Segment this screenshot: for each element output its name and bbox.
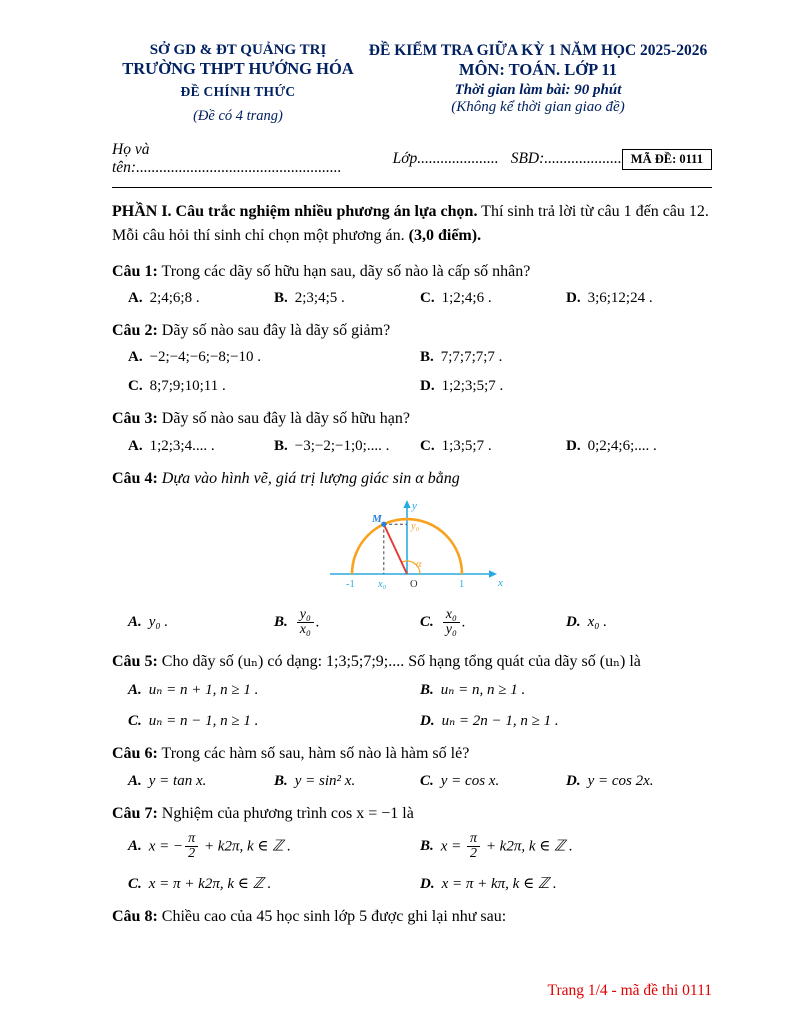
- option-text: y = cos 2x.: [587, 772, 654, 789]
- question-1-options: [112, 290, 712, 307]
- option-letter: A.: [128, 349, 143, 366]
- option-B: [420, 832, 712, 862]
- option-B: [274, 773, 420, 790]
- option-text: −2;−4;−6;−8;−10 .: [149, 349, 262, 366]
- fraction-denominator: y₀: [445, 622, 457, 638]
- label-x0: x₀: [378, 578, 387, 590]
- option-letter: C.: [420, 290, 435, 307]
- fraction: [443, 608, 460, 638]
- student-id-field: SBD:....................: [510, 150, 622, 167]
- school-name: TRƯỜNG THPT HƯỚNG HÓA: [122, 59, 354, 78]
- option-text: uₙ = n, n ≥ 1 .: [440, 682, 526, 699]
- question-6-options: [112, 773, 712, 790]
- part1-points: (3,0 điểm).: [408, 227, 482, 244]
- question-4: [112, 467, 712, 639]
- fraction: [297, 608, 314, 638]
- option-text: 8;7;9;10;11 .: [149, 378, 226, 395]
- option-letter: B.: [420, 682, 434, 699]
- label-y0: y₀: [411, 520, 420, 532]
- exam-code-badge: MÃ ĐỀ: 0111: [622, 149, 712, 170]
- question-label: Câu 4:: [112, 469, 158, 487]
- option-text: 2;3;4;5 .: [294, 290, 345, 307]
- student-class-field: Lớp.....................: [392, 150, 499, 167]
- radius-om-line: [384, 524, 407, 574]
- option-letter: C.: [128, 876, 142, 893]
- option-letter: A.: [128, 614, 142, 631]
- exam-duration-note: (Không kể thời gian giao đề): [451, 99, 625, 115]
- option-letter: D.: [566, 614, 581, 631]
- option-D: [566, 614, 712, 631]
- question-text: Nghiệm của phương trình cos x = −1 là: [161, 804, 414, 822]
- option-letter: C.: [420, 437, 435, 454]
- part1-title: PHẦN I. Câu trắc nghiệm nhiều phương án lựa chọn.: [112, 203, 478, 220]
- question-2: [112, 319, 712, 395]
- question-3-options: [112, 438, 712, 455]
- point-m-dot: [381, 521, 386, 526]
- option-prefix: x = −: [148, 838, 184, 855]
- label-y-axis: y: [412, 499, 417, 512]
- question-text: Dãy số nào sau đây là dãy số giảm?: [161, 322, 391, 340]
- option-letter: B.: [274, 290, 288, 307]
- fraction-numerator: x₀: [443, 608, 460, 624]
- option-letter: B.: [274, 772, 288, 789]
- option-prefix: x =: [440, 838, 466, 855]
- fraction-denominator: 2: [470, 846, 478, 862]
- question-label: Câu 2:: [112, 322, 158, 340]
- option-text: 1;2;3;4.... .: [149, 437, 215, 454]
- option-D: [420, 874, 712, 893]
- option-letter: D.: [420, 713, 435, 730]
- option-text: .: [315, 614, 320, 631]
- official-exam-label: ĐỀ CHÍNH THỨC: [180, 84, 296, 99]
- question-label: Câu 1:: [112, 263, 158, 280]
- fraction-numerator: π: [467, 832, 480, 848]
- label-alpha: α: [416, 558, 422, 570]
- department-name: SỞ GD & ĐT QUẢNG TRỊ: [149, 42, 327, 58]
- option-B: [420, 680, 712, 699]
- option-text: y = sin² x.: [294, 772, 356, 789]
- student-name-field: Họ và tên:.....................................................: [112, 141, 342, 176]
- fraction-numerator: y₀: [297, 608, 314, 624]
- y-axis-arrow-icon: [403, 500, 410, 508]
- option-text: 2;4;6;8 .: [149, 290, 200, 307]
- option-A: [128, 290, 274, 307]
- option-text: 3;6;12;24 .: [587, 290, 653, 307]
- question-1: [112, 260, 712, 307]
- option-text: .: [461, 614, 466, 631]
- question-2-options: [112, 349, 712, 395]
- option-text: x₀ .: [587, 614, 607, 631]
- option-text: 1;3;5;7 .: [441, 437, 492, 454]
- option-letter: B.: [274, 614, 288, 631]
- exam-title: ĐỀ KIỂM TRA GIỮA KỲ 1 NĂM HỌC 2025-2026: [368, 42, 708, 59]
- option-B: [420, 349, 712, 366]
- question-label: Câu 7:: [112, 804, 158, 822]
- question-label: Câu 6:: [112, 745, 158, 763]
- question-text: Dãy số nào sau đây là dãy số hữu hạn?: [161, 410, 410, 428]
- option-D: [420, 378, 712, 395]
- option-letter: D.: [566, 290, 581, 307]
- question-6: [112, 742, 712, 789]
- option-C: [420, 290, 566, 307]
- option-text: 1;2;3;5;7 .: [441, 378, 504, 395]
- option-D: [566, 438, 712, 455]
- option-D: [566, 773, 712, 790]
- option-letter: C.: [128, 378, 143, 395]
- label-one: 1: [459, 578, 465, 590]
- question-label: Câu 5:: [112, 653, 158, 671]
- question-text: Trong các hàm số sau, hàm số nào là hàm số lẻ?: [161, 745, 470, 763]
- option-letter: D.: [420, 378, 435, 395]
- question-label: Câu 3:: [112, 410, 158, 428]
- fraction: [467, 832, 480, 862]
- question-label: Câu 8:: [112, 908, 158, 926]
- option-text: uₙ = n + 1, n ≥ 1 .: [148, 682, 259, 699]
- page-count-note: (Đề có 4 trang): [193, 108, 283, 124]
- option-text: uₙ = n − 1, n ≥ 1 .: [148, 713, 259, 730]
- option-letter: A.: [128, 682, 142, 699]
- option-A: [128, 832, 420, 862]
- student-info-row: [112, 141, 712, 177]
- exam-duration: Thời gian làm bài: 90 phút: [454, 82, 622, 98]
- option-C: [420, 438, 566, 455]
- question-4-options: [112, 608, 712, 638]
- option-text: x = π + k2π, k ∈ ℤ .: [148, 876, 272, 893]
- label-neg-one: -1: [346, 578, 355, 590]
- option-letter: A.: [128, 290, 143, 307]
- option-letter: D.: [420, 876, 435, 893]
- page-footer: Trang 1/4 - mã đề thi 0111: [547, 982, 712, 999]
- option-text: x = π + kπ, k ∈ ℤ .: [441, 876, 557, 893]
- label-origin: O: [410, 578, 418, 590]
- option-letter: C.: [128, 713, 142, 730]
- option-text: −3;−2;−1;0;.... .: [294, 437, 390, 454]
- fraction-denominator: x₀: [299, 622, 311, 638]
- option-text: 0;2;4;6;.... .: [587, 437, 657, 454]
- fraction: [185, 832, 198, 862]
- option-text: 1;2;4;6 .: [441, 290, 492, 307]
- option-D: [566, 290, 712, 307]
- option-C: [420, 608, 566, 638]
- option-C: [128, 378, 420, 395]
- question-7: [112, 802, 712, 894]
- option-letter: B.: [420, 838, 434, 855]
- option-letter: D.: [566, 772, 581, 789]
- part1-heading: [112, 200, 712, 248]
- question-text: Cho dãy số (uₙ) có dạng: 1;3;5;7;9;.... Số hạng tổng quát của dãy số (uₙ) là: [161, 653, 641, 671]
- question-8: [112, 905, 712, 928]
- question-5: [112, 650, 712, 730]
- option-A: [128, 349, 420, 366]
- option-letter: A.: [128, 772, 142, 789]
- exam-header: [112, 42, 712, 125]
- option-letter: C.: [420, 614, 434, 631]
- option-letter: D.: [566, 437, 581, 454]
- question-4-figure: [112, 496, 712, 601]
- label-M: M: [372, 512, 382, 525]
- question-text: Dựa vào hình vẽ, giá trị lượng giác sin α bằng: [161, 469, 460, 487]
- option-B: [274, 438, 420, 455]
- fraction-denominator: 2: [188, 846, 196, 862]
- option-text: y = tan x.: [148, 772, 207, 789]
- option-A: [128, 614, 274, 631]
- option-C: [420, 773, 566, 790]
- header-exam-block: [364, 42, 712, 125]
- option-A: [128, 438, 274, 455]
- question-5-options: [112, 680, 712, 730]
- option-B: [274, 290, 420, 307]
- option-A: [128, 773, 274, 790]
- option-letter: B.: [274, 437, 288, 454]
- option-text: y₀ .: [148, 614, 169, 631]
- unit-semicircle-figure: [314, 496, 510, 596]
- option-text: + k2π, k ∈ ℤ .: [482, 838, 573, 855]
- exam-subject: MÔN: TOÁN. LỚP 11: [459, 60, 617, 79]
- option-letter: A.: [128, 838, 142, 855]
- option-letter: C.: [420, 772, 434, 789]
- option-C: [128, 874, 420, 893]
- option-text: + k2π, k ∈ ℤ .: [200, 838, 291, 855]
- header-school-block: [112, 42, 364, 125]
- option-A: [128, 680, 420, 699]
- option-text: y = cos x.: [440, 772, 500, 789]
- question-text: Trong các dãy số hữu hạn sau, dãy số nào là cấp số nhân?: [161, 263, 531, 280]
- option-text: uₙ = 2n − 1, n ≥ 1 .: [441, 713, 559, 730]
- fraction-numerator: π: [185, 832, 198, 848]
- question-3: [112, 407, 712, 454]
- x-axis-arrow-icon: [489, 570, 497, 577]
- option-letter: B.: [420, 349, 434, 366]
- option-letter: A.: [128, 437, 143, 454]
- option-text: 7;7;7;7;7 .: [440, 349, 503, 366]
- option-D: [420, 711, 712, 730]
- question-7-options: [112, 832, 712, 893]
- part1-instructions: Thí sinh trả lời từ câu 1 đến câu 12. Mỗi câu hỏi thí sinh chỉ chọn một phương án.: [112, 203, 709, 244]
- header-divider: [112, 187, 712, 188]
- option-B: [274, 608, 420, 638]
- question-text: Chiều cao của 45 học sinh lớp 5 được ghi lại như sau:: [161, 908, 507, 926]
- option-C: [128, 711, 420, 730]
- label-x-axis: x: [498, 576, 503, 589]
